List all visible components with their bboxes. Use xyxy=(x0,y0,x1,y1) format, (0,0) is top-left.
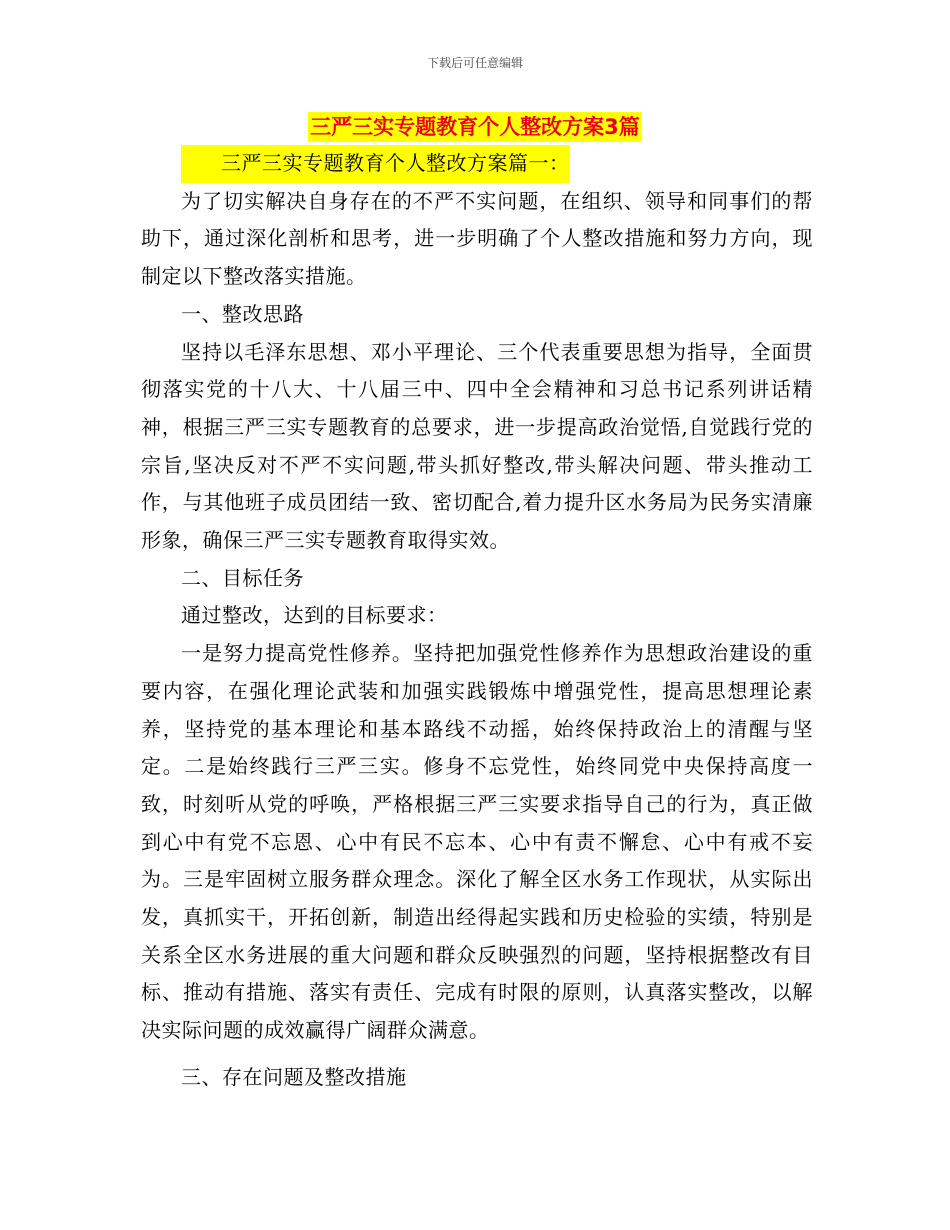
heading-2: 二、目标任务 xyxy=(181,565,304,590)
paragraph-intro: 为了切实解决自身存在的不严不实问题，在组织、领导和同事们的帮助下，通过深化剖析和思考，进一步明确了个人整改措施和努力方向，现制定以下整改落实措施。 xyxy=(141,188,813,289)
document-title: 三严三实专题教育个人整改方案3篇 xyxy=(308,112,642,142)
section-subtitle: 三严三实专题教育个人整改方案篇一： xyxy=(181,145,570,183)
subtitle-paragraph xyxy=(141,145,813,183)
heading-1: 一、整改思路 xyxy=(181,301,304,326)
heading-3: 三、存在问题及整改措施 xyxy=(181,1064,407,1089)
paragraph-approach: 坚持以毛泽东思想、邓小平理论、三个代表重要思想为指导，全面贯彻落实党的十八大、十八届三中、四中全会精神和习总书记系列讲话精神，根据三严三实专题教育的总要求，进一步提高政治觉悟,自觉践行党的宗旨,坚决反对不严不实问题,带头抓好整改,带头解决问题、带头推动工作，与其他班子成员团结一致、密切配合,着力提升区水务局为民务实清廉形象，确保三严三实专题教育取得实效。 xyxy=(141,339,813,553)
title-wrap xyxy=(0,112,950,142)
paragraph-goal-lead: 通过整改，达到的目标要求： xyxy=(181,603,448,628)
document-body xyxy=(141,145,813,1097)
header-note: 下载后可任意编辑 xyxy=(426,56,523,70)
paragraph-goals: 一是努力提高党性修养。坚持把加强党性修养作为思想政治建设的重要内容，在强化理论武装和加强实践锻炼中增强党性，提高思想理论素养，坚持党的基本理论和基本路线不动摇，始终保持政治上的清醒与坚定。二是始终践行三严三实。修身不忘党性，始终同党中央保持高度一致，时刻听从党的呼唤，严格根据三严三实要求指导自己的行为，真正做到心中有党不忘恩、心中有民不忘本、心中有责不懈怠、心中有戒不妄为。三是牢固树立服务群众理念。深化了解全区水务工作现状，从实际出发，真抓实干，开拓创新，制造出经得起实践和历史检验的实绩，特别是关系全区水务进展的重大问题和群众反映强烈的问题，坚持根据整改有目标、推动有措施、落实有责任、完成有时限的原则，认真落实整改，以解决实际问题的成效赢得广阔群众满意。 xyxy=(141,641,813,1043)
